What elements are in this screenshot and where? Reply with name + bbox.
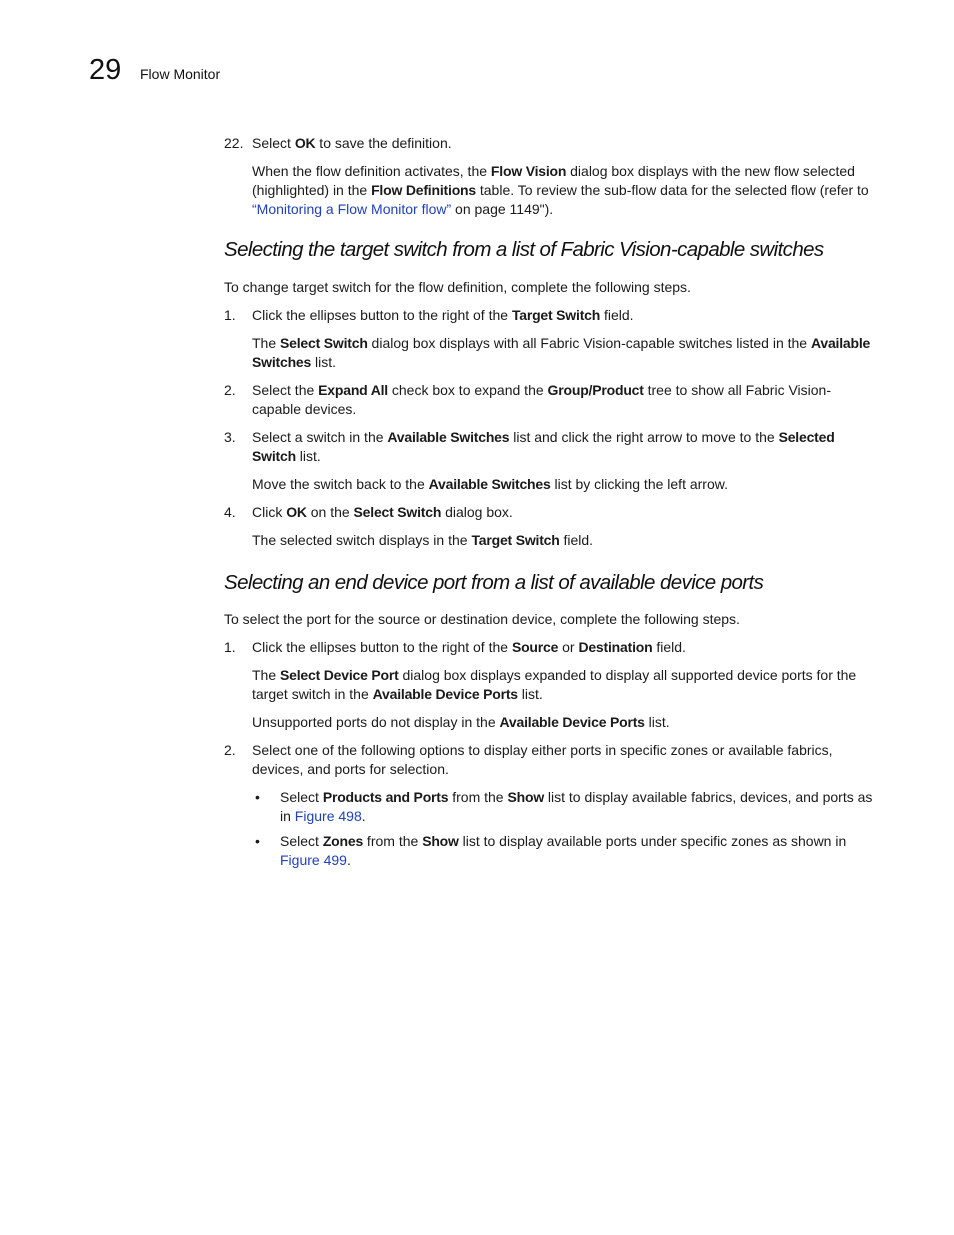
ui-term: Target Switch (471, 532, 560, 548)
ui-term: Available Switches (252, 335, 871, 370)
chapter-number: 29 (89, 54, 122, 86)
chapter-title: Flow Monitor (140, 66, 221, 82)
step-22-detail: When the flow definition activates, the Flow Vision dialog box displays with the new flow selected (highlighted) in the Flow Definitions table. To review the sub-flow data for the selected flow (refer to “Monitoring a Flow Monitor flow” on page 1149"). (252, 163, 869, 217)
ui-term: Target Switch (511, 307, 601, 323)
step-2: 2. Select the Expand All check box to expand the Group/Product tree to show all Fabric Vision-capable devices. (224, 382, 831, 417)
ui-term: Show (422, 833, 459, 849)
step-1-note: Unsupported ports do not display in the Available Device Ports list. (252, 714, 670, 730)
ui-term: Show (507, 789, 545, 805)
section-heading: Selecting the target switch from a list of Fabric Vision-capable switches (224, 238, 824, 261)
step-4: 4. Click OK on the Select Switch dialog box. (224, 504, 513, 520)
ui-term: Available Switches (428, 476, 551, 492)
ui-term: Destination (578, 639, 653, 655)
step-22: 22. Select OK to save the definition. (224, 135, 452, 151)
bullet-icon: • (255, 833, 260, 849)
ui-term: Products and Ports (322, 789, 449, 805)
ui-term: Source (511, 639, 559, 655)
ui-term: Select Device Port (280, 667, 399, 683)
figure-link[interactable]: Figure 499 (280, 852, 347, 868)
step-1-detail: The Select Device Port dialog box displays expanded to display all supported device ports for the target switch in the Available Device Ports list. (252, 667, 857, 702)
ui-term: Group/Product (547, 382, 644, 398)
figure-link[interactable]: Figure 498 (294, 808, 362, 824)
ui-term: Expand All (318, 382, 388, 398)
cross-reference-link[interactable]: “Monitoring a Flow Monitor flow” (252, 201, 452, 217)
ui-term: OK (286, 504, 307, 520)
bullet-icon: • (255, 789, 260, 805)
step-number: 22. (224, 135, 244, 151)
step-1: 1. Click the ellipses button to the right of the Source or Destination field. (224, 639, 686, 655)
ui-term: Select Switch (280, 335, 368, 351)
step-3-detail: Move the switch back to the Available Switches list by clicking the left arrow. (252, 476, 728, 492)
ui-term: Zones (322, 833, 364, 849)
ui-term: OK (294, 135, 316, 151)
step-1-detail: The Select Switch dialog box displays with all Fabric Vision-capable switches listed in the Available Switches list. (252, 335, 871, 370)
section-intro: To select the port for the source or destination device, complete the following steps. (224, 611, 740, 627)
section-heading: Selecting an end device port from a list of available device ports (224, 571, 764, 594)
ui-term: Selected Switch (252, 429, 835, 464)
ui-term: Available Device Ports (499, 714, 645, 730)
list-item: • Select Zones from the Show list to display available ports under specific zones as shown in Figure 499. (255, 833, 847, 868)
ui-term: Flow Definitions (371, 182, 476, 198)
page-content (224, 134, 874, 876)
list-item: • Select Products and Ports from the Show list to display available fabrics, devices, and ports as in Figure 498. (255, 789, 873, 824)
ui-term: Flow Vision (490, 163, 567, 179)
section-intro: To change target switch for the flow definition, complete the following steps. (224, 279, 691, 295)
ui-term: Available Switches (387, 429, 510, 445)
step-3: 3. Select a switch in the Available Switches list and click the right arrow to move to the Selected Switch list. (224, 429, 835, 464)
ui-term: Available Device Ports (372, 686, 518, 702)
step-1: 1. Click the ellipses button to the right of the Target Switch field. (224, 307, 634, 323)
step-4-detail: The selected switch displays in the Target Switch field. (252, 532, 594, 548)
ui-term: Select Switch (353, 504, 442, 520)
step-2: 2. Select one of the following options to display either ports in specific zones or available fabrics, devices, and ports for selection. (224, 742, 833, 777)
